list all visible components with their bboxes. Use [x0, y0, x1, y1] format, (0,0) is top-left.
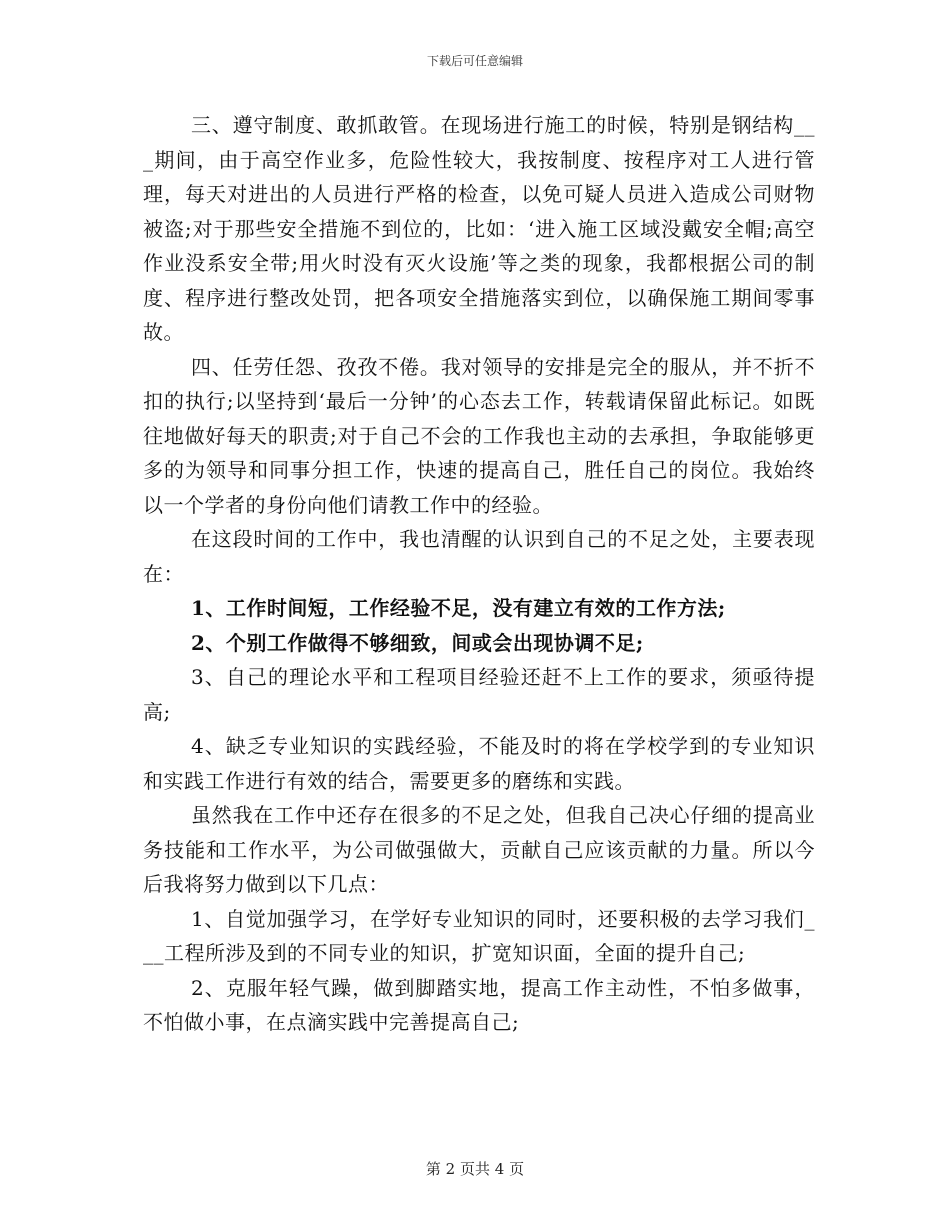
- plan-item-2: 2、克服年轻气躁，做到脚踏实地，提高工作主动性，不怕多做事，不怕做小事，在点滴实践中完善提高自己;: [143, 975, 815, 1034]
- document-body: [143, 108, 815, 1040]
- page-header: 下载后可任意编辑: [426, 54, 523, 68]
- shortcoming-item-4: 4、缺乏专业知识的实践经验，不能及时的将在学校学到的专业知识和实践工作进行有效的结合，需要更多的磨练和实践。: [143, 734, 815, 793]
- paragraph-shortcomings-intro: 在这段时间的工作中，我也清醒的认识到自己的不足之处，主要表现在：: [143, 527, 815, 586]
- shortcoming-item-3: 3、自己的理论水平和工程项目经验还赶不上工作的要求，须亟待提高;: [143, 665, 815, 724]
- shortcoming-item-2: 2、个别工作做得不够细致，间或会出现协调不足;: [191, 630, 644, 655]
- shortcoming-item-1: 1、工作时间短，工作经验不足，没有建立有效的工作方法;: [191, 596, 726, 620]
- page-footer: 第 2 页共 4 页: [425, 1160, 525, 1178]
- plan-item-1: 1、自觉加强学习，在学好专业知识的同时，还要积极的去学习我们___工程所涉及到的不同专业的知识，扩宽知识面，全面的提升自己;: [143, 906, 815, 965]
- paragraph-discipline: 三、遵守制度、敢抓敢管。在现场进行施工的时候，特别是钢结构___期间，由于高空作业多，危险性较大，我按制度、按程序对工人进行管理，每天对进出的人员进行严格的检查，以免可疑人员进入造成公司财物被盗;对于那些安全措施不到位的，比如：‘进入施工区域没戴安全帽;高空作业没系安全带;用火时没有灭火设施’等之类的现象，我都根据公司的制度、程序进行整改处罚，把各项安全措施落实到位，以确保施工期间零事故。: [143, 113, 815, 344]
- paragraph-diligence: 四、任劳任怨、孜孜不倦。我对领导的安排是完全的服从，并不折不扣的执行;以坚持到‘最后一分钟’的心态去工作，转载请保留此标记。如既往地做好每天的职责;对于自己不会的工作我也主动的去承担，争取能够更多的为领导和同事分担工作，快速的提高自己，胜任自己的岗位。我始终以一个学者的身份向他们请教工作中的经验。: [143, 354, 815, 517]
- paragraph-resolution-intro: 虽然我在工作中还存在很多的不足之处，但我自己决心仔细的提高业务技能和工作水平，为公司做强做大，贡献自己应该贡献的力量。所以今后我将努力做到以下几点：: [143, 803, 815, 896]
